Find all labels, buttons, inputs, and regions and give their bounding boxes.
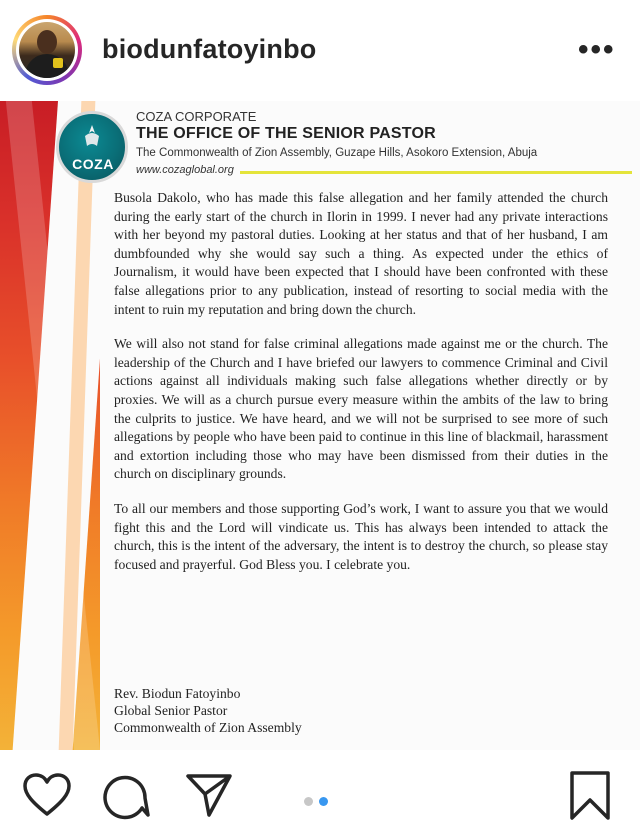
letterhead-corporate: COZA CORPORATE <box>136 109 257 124</box>
avatar-accent <box>53 58 63 68</box>
letterhead-office: THE OFFICE OF THE SENIOR PASTOR <box>136 125 436 142</box>
action-bar <box>0 750 640 829</box>
avatar-face <box>37 30 57 54</box>
letter-paragraph: Busola Dakolo, who has made this false allegation and her family attended the church during the early start of the church in Ilorin in 1999. I never had any private interactions with her beyond my pastoral duties. Looking at her status and that of her husband, I am dumbfounded why she would say such a thing. As expected under the ethics of Journalism, it would have been expected that I should have been confronted with these false allegations prior to any publication, instead of resorting to social media with the intent to ruin my reputation and bring down the church. <box>114 190 608 317</box>
avatar-photo <box>19 22 75 78</box>
decorative-stripe <box>0 101 100 750</box>
letter-body <box>114 189 608 590</box>
avatar[interactable] <box>12 15 82 85</box>
letter-paragraph: To all our members and those supporting God’s work, I want to assure you that we would fight this and the Lord will vindicate us. This has always been intended to attack the church, this is the intent of the adversary, the intent is to destroy the church, so please stay focused and prayerful. God Bless you. I celebrate you. <box>114 500 608 572</box>
share-icon[interactable] <box>184 770 234 820</box>
heart-icon[interactable] <box>22 772 72 818</box>
letterhead-website: www.cozaglobal.org <box>136 164 234 176</box>
signature-title: Global Senior Pastor <box>114 703 228 718</box>
username[interactable]: biodunfatoyinbo <box>102 34 317 64</box>
post-header <box>0 0 640 100</box>
letterhead-divider <box>240 171 632 174</box>
carousel-dot <box>304 797 313 806</box>
letterhead-address: The Commonwealth of Zion Assembly, Guzape Hills, Asokoro Extension, Abuja <box>136 147 538 159</box>
carousel-dot-active <box>319 797 328 806</box>
coza-logo <box>56 111 128 183</box>
crown-icon <box>81 124 103 150</box>
logo-text: COZA <box>72 156 114 172</box>
carousel-indicator <box>304 793 334 811</box>
avatar-frame <box>16 19 78 81</box>
letter-paragraph: We will also not stand for false criminal allegations made against me or the church. The leadership of the Church and I have briefed our lawyers to commence Criminal and Civil actions against all individuals making such false allegations whether directly or by proxies. We will as a church pursue every measure within the ambits of the law to bring the culprits to justice. We have heard, and we will not be surprised to see more of such allegations by people who have been paid to continue in this line of blackmail, harassment and extortion including those who may have been dismissed from their duties in the church on disciplinary grounds. <box>114 336 608 482</box>
bookmark-icon[interactable] <box>568 770 612 822</box>
comment-icon[interactable] <box>101 770 151 820</box>
more-options-icon[interactable]: ••• <box>578 33 616 66</box>
post-image <box>0 101 640 750</box>
signature-name: Rev. Biodun Fatoyinbo <box>114 686 241 701</box>
signature-org: Commonwealth of Zion Assembly <box>114 720 302 735</box>
signature-block <box>114 685 302 736</box>
